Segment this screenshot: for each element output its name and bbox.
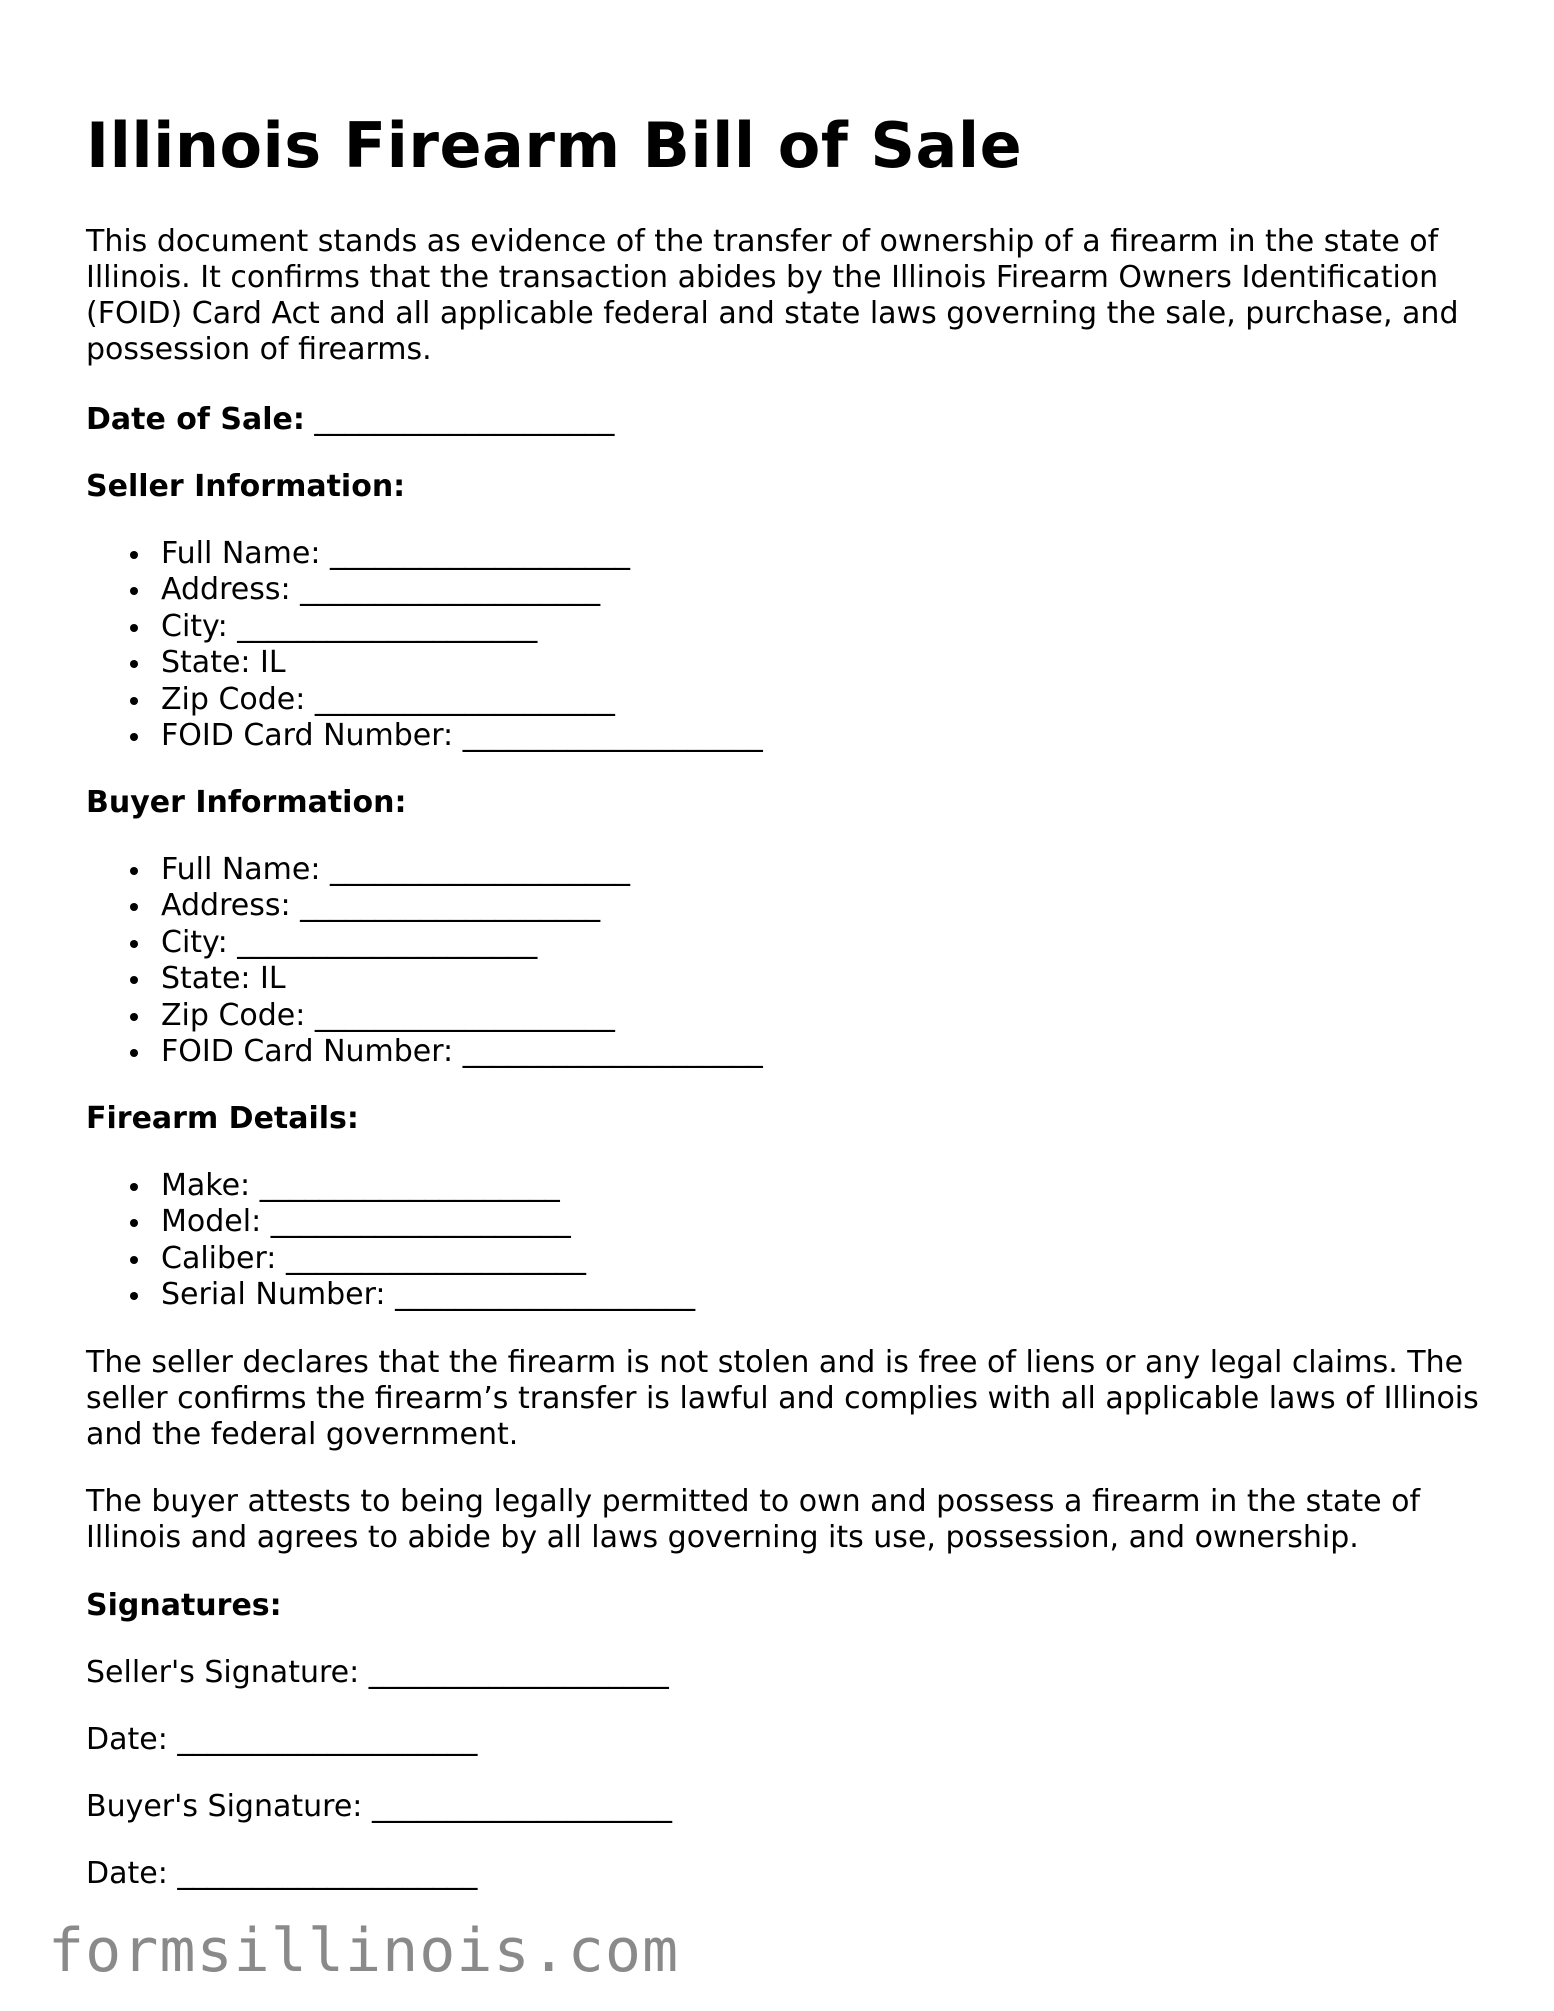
firearm-serial-field[interactable]: ____________________ [395,1277,696,1313]
buyer-full-name-label: Full Name: [161,852,321,887]
list-item [86,1204,695,1240]
list-item [86,1241,695,1277]
buyer-date-field[interactable]: ____________________ [177,1856,478,1891]
buyer-heading: Buyer Information: [86,785,407,820]
buyer-foid-field[interactable]: ____________________ [462,1033,763,1069]
list-item [86,572,763,608]
seller-heading: Seller Information: [86,469,406,504]
date-of-sale-field[interactable]: ____________________ [314,402,615,437]
list-item [86,961,763,997]
seller-city-label: City: [161,608,228,644]
firearm-caliber-label: Caliber: [161,1240,277,1276]
buyer-address-field[interactable]: ____________________ [300,888,601,924]
signatures-heading: Signatures: [86,1588,282,1623]
list-item [86,1034,763,1070]
list-item [86,682,763,718]
seller-signature-label: Seller's Signature: [86,1655,360,1690]
list-item [86,888,763,924]
seller-full-name-label: Full Name: [161,536,321,571]
firearm-caliber-field[interactable]: ____________________ [285,1240,586,1276]
seller-date-field[interactable]: ____________________ [177,1722,478,1757]
list-item [86,925,763,961]
list-item [86,1168,695,1204]
watermark: formsillinois.com [48,1916,680,1986]
list-item [86,1277,695,1313]
seller-foid-field[interactable]: ____________________ [462,717,763,753]
seller-date-label: Date: [86,1722,168,1757]
firearm-make-field[interactable]: ____________________ [259,1168,560,1203]
buyer-date-line [86,1856,477,1892]
firearm-details-list [86,1168,695,1314]
firearm-model-field[interactable]: ____________________ [270,1204,571,1240]
buyer-state-label: State: IL [161,961,286,997]
seller-signature-field[interactable]: ____________________ [368,1655,669,1690]
seller-address-label: Address: [161,572,291,608]
firearm-model-label: Model: [161,1204,262,1240]
seller-info-list [86,536,763,754]
list-item [86,998,763,1034]
list-item [86,852,763,888]
firearm-serial-label: Serial Number: [161,1277,386,1313]
buyer-signature-label: Buyer's Signature: [86,1789,363,1824]
list-item [86,718,763,754]
firearm-make-label: Make: [161,1168,251,1203]
seller-address-field[interactable]: ____________________ [300,572,601,608]
list-item [86,645,763,681]
buyer-signature-field[interactable]: ____________________ [371,1789,672,1824]
buyer-city-label: City: [161,924,228,960]
buyer-city-field[interactable]: ____________________ [237,924,538,960]
list-item [86,609,763,645]
buyer-info-list [86,852,763,1070]
buyer-foid-label: FOID Card Number: [161,1033,454,1069]
buyer-attestation-paragraph: The buyer attests to being legally permitted to own and possess a firearm in the state of Illinois and agrees to abide by all laws governing its use, possession, and ownership. [86,1484,1421,1555]
buyer-address-label: Address: [161,888,291,924]
seller-signature-line [86,1655,669,1691]
buyer-full-name-field[interactable]: ____________________ [330,852,630,887]
seller-full-name-field[interactable]: ____________________ [330,536,630,571]
page-title: Illinois Firearm Bill of Sale [86,109,1023,182]
firearm-heading: Firearm Details: [86,1101,359,1136]
seller-zip-label: Zip Code: [161,681,306,717]
seller-date-line [86,1722,477,1758]
seller-city-field[interactable]: ____________________ [237,608,538,644]
seller-state-label: State: IL [161,645,286,681]
buyer-date-label: Date: [86,1856,168,1891]
intro-paragraph: This document stands as evidence of the transfer of ownership of a firearm in the state of Illinois. It confirms that the transaction abides by the Illinois Firearm Owners Identification (FOID) Card Act and all applicable federal and state laws governing the sale, purchase, and possession of firearms. [86,224,1459,367]
date-of-sale-line [86,402,614,438]
seller-declaration-paragraph: The seller declares that the firearm is not stolen and is free of liens or any legal claims. The seller confirms the firearm’s transfer is lawful and complies with all applicable laws of Illinois and the federal government. [86,1345,1479,1452]
list-item [86,536,763,572]
buyer-signature-line [86,1789,672,1825]
buyer-zip-label: Zip Code: [161,997,306,1033]
seller-zip-field[interactable]: ____________________ [314,681,615,717]
date-of-sale-label: Date of Sale: [86,402,305,437]
buyer-zip-field[interactable]: ____________________ [314,997,615,1033]
seller-foid-label: FOID Card Number: [161,717,454,753]
